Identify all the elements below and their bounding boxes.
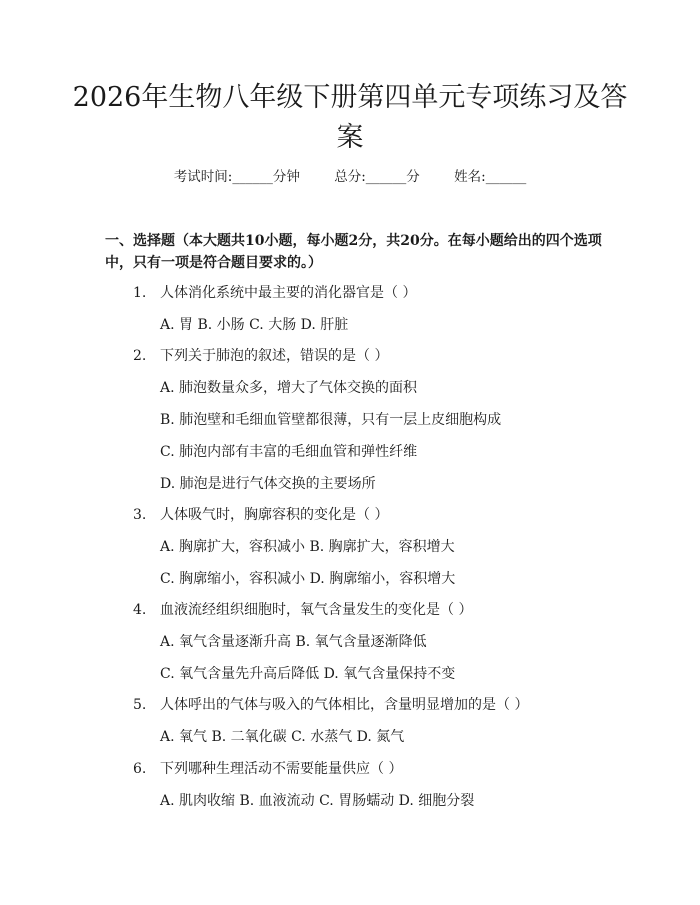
- student-name-label: 姓名:: [454, 169, 486, 185]
- question-number: 3.: [133, 507, 147, 523]
- question-3-options-cd: C. 胸廓缩小，容积减小 D. 胸廓缩小，容积增大: [160, 571, 456, 587]
- question-5-options: A. 氧气 B. 二氧化碳 C. 水蒸气 D. 氮气: [160, 729, 405, 745]
- question-2-option-c: C. 肺泡内部有丰富的毛细血管和弹性纤维: [160, 444, 418, 460]
- document-title: 2026年生物八年级下册第四单元专项练习及答案: [72, 82, 628, 153]
- question-2-option-b: B. 肺泡壁和毛细血管壁都很薄，只有一层上皮细胞构成: [160, 412, 502, 428]
- question-2-option-d: D. 肺泡是进行气体交换的主要场所: [160, 476, 376, 492]
- total-score-blank: ______分: [365, 169, 420, 185]
- exam-time-label: 考试时间:: [173, 169, 233, 185]
- question-text: 人体吸气时，胸廓容积的变化是（ ）: [160, 507, 389, 523]
- student-name-blank: ______: [485, 169, 527, 185]
- question-text: 下列关于肺泡的叙述，错误的是（ ）: [160, 348, 389, 364]
- question-2-option-a: A. 肺泡数量众多，增大了气体交换的面积: [160, 380, 418, 396]
- question-4-options-cd: C. 氧气含量先升高后降低 D. 氧气含量保持不变: [160, 666, 456, 682]
- question-3-options-ab: A. 胸廓扩大，容积减小 B. 胸廓扩大，容积增大: [160, 539, 455, 555]
- question-1-options: A. 胃 B. 小肠 C. 大肠 D. 肝脏: [160, 317, 349, 333]
- question-number: 2.: [133, 348, 147, 364]
- question-number: 5.: [133, 697, 147, 713]
- exam-info-line: [0, 167, 700, 187]
- question-number: 4.: [133, 602, 147, 618]
- question-text: 血液流经组织细胞时，氧气含量发生的变化是（ ）: [160, 602, 473, 618]
- question-number: 6.: [133, 761, 147, 777]
- question-number: 1.: [133, 285, 147, 301]
- question-text: 下列哪种生理活动不需要能量供应（ ）: [160, 761, 403, 777]
- question-text: 人体消化系统中最主要的消化器官是（ ）: [160, 285, 417, 301]
- section-heading: 一、选择题（本大题共10小题，每小题2分，共20分。在每小题给出的四个选项中，只有一项是符合题目要求的。）: [105, 233, 602, 271]
- exam-time-blank: ______分钟: [232, 169, 300, 185]
- question-text: 人体呼出的气体与吸入的气体相比，含量明显增加的是（ ）: [160, 697, 529, 713]
- question-4-options-ab: A. 氧气含量逐渐升高 B. 氧气含量逐渐降低: [160, 634, 427, 650]
- question-6-options: A. 肌肉收缩 B. 血液流动 C. 胃肠蠕动 D. 细胞分裂: [160, 793, 475, 809]
- total-score-label: 总分:: [334, 169, 366, 185]
